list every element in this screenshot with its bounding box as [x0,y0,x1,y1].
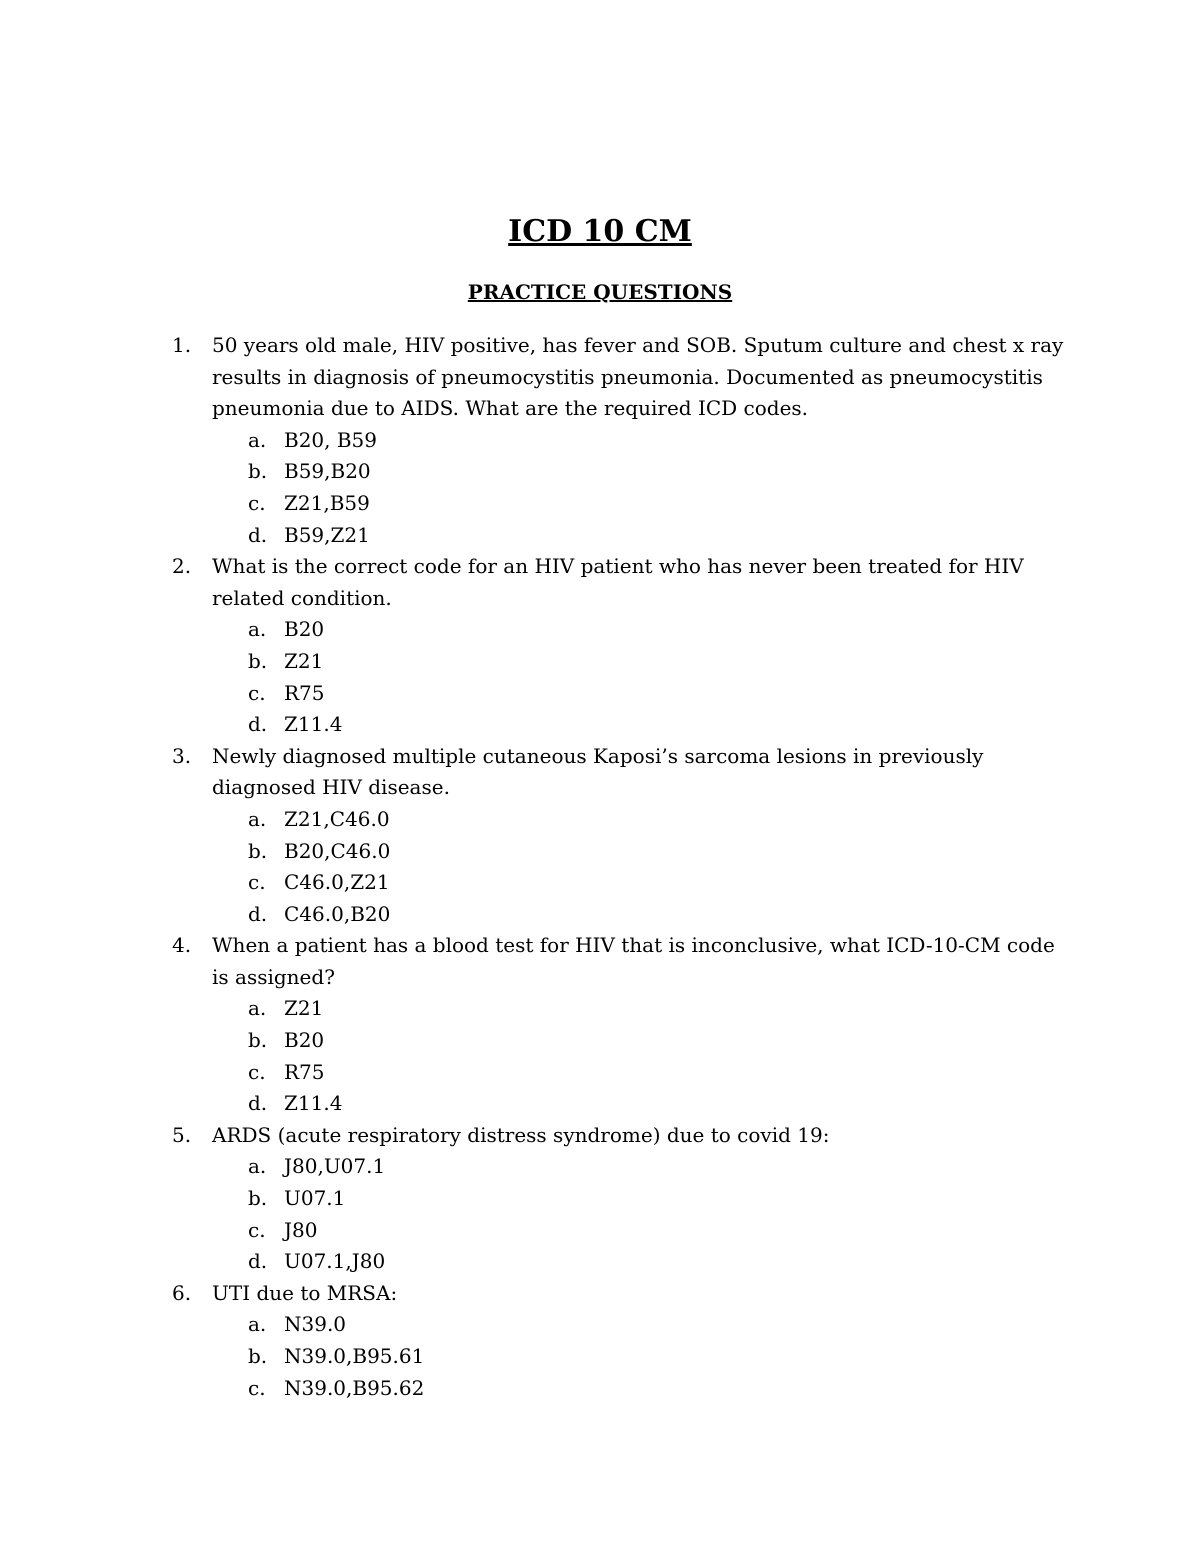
document-subtitle: PRACTICE QUESTIONS [467,280,733,304]
option-list [212,804,1072,930]
answer-option [212,488,1072,520]
option-text: B20, B59 [284,427,378,452]
answer-option [212,709,1072,741]
option-text: B20 [284,617,325,642]
answer-option [212,1151,1072,1183]
option-letter: c. [248,1375,266,1400]
option-letter: c. [248,1059,266,1084]
option-letter: b. [248,1186,268,1211]
option-letter: b. [248,838,268,863]
question-item [0,551,1072,741]
answer-option [212,1057,1072,1089]
answer-option [212,899,1072,931]
question-number: 6. [172,1280,192,1305]
question-item [0,741,1072,931]
option-letter: c. [248,870,266,895]
option-letter: d. [248,522,268,547]
option-letter: c. [248,680,266,705]
option-text: C46.0,B20 [284,901,391,926]
answer-option [212,614,1072,646]
option-text: Z11.4 [284,1091,343,1116]
option-text: Z21,C46.0 [284,806,390,831]
question-text: What is the correct code for an HIV patient who has never been treated for HIV related condition. [212,554,1024,610]
option-letter: b. [248,1028,268,1053]
answer-option [212,425,1072,457]
option-text: J80 [284,1217,318,1242]
option-text: R75 [284,680,325,705]
question-number: 3. [172,743,192,768]
question-item [0,1278,1072,1404]
option-letter: d. [248,1091,268,1116]
answer-option [212,1088,1072,1120]
option-text: U07.1 [284,1186,346,1211]
option-list [212,614,1072,740]
option-letter: d. [248,901,268,926]
answer-option [212,1373,1072,1405]
option-text: B59,B20 [284,459,371,484]
question-item [0,330,1072,551]
answer-option [212,1341,1072,1373]
option-text: Z11.4 [284,712,343,737]
option-letter: b. [248,1344,268,1368]
answer-option [212,520,1072,552]
option-text: Z21 [284,996,324,1021]
answer-option [212,1025,1072,1057]
question-text: 50 years old male, HIV positive, has fever and SOB. Sputum culture and chest x ray results in diagnosis of pneumocystitis pneumonia. Documented as pneumocystitis pneumonia due to AIDS. What are the required ICD codes. [212,333,1064,421]
answer-option [212,836,1072,868]
option-text: N39.0,B95.61 [284,1344,425,1368]
option-letter: b. [248,648,268,673]
option-letter: b. [248,459,268,484]
question-item [0,930,1072,1120]
option-text: Z21,B59 [284,490,370,515]
answer-option [212,1183,1072,1215]
option-list [212,1151,1072,1277]
answer-option [212,804,1072,836]
answer-option [212,1246,1072,1278]
option-text: N39.0 [284,1312,347,1337]
answer-option [212,456,1072,488]
option-letter: a. [248,996,267,1021]
question-number: 2. [172,554,192,579]
option-text: B20,C46.0 [284,838,391,863]
option-text: R75 [284,1059,325,1084]
option-text: N39.0,B95.62 [284,1375,425,1400]
answer-option [212,646,1072,678]
option-letter: c. [248,490,266,515]
question-number: 5. [172,1122,192,1147]
option-text: U07.1,J80 [284,1249,386,1274]
option-list [212,425,1072,551]
option-list [212,1309,1072,1404]
answer-option [212,867,1072,899]
answer-option [212,1215,1072,1247]
option-letter: a. [248,617,267,642]
option-letter: a. [248,1312,267,1337]
question-number: 4. [172,933,192,958]
option-letter: d. [248,712,268,737]
question-item [0,1120,1072,1278]
question-text: Newly diagnosed multiple cutaneous Kaposi’s sarcoma lesions in previously diagnosed HIV disease. [212,743,984,800]
option-list [212,993,1072,1119]
question-list [0,330,1200,1404]
question-text: ARDS (acute respiratory distress syndrome) due to covid 19: [212,1122,830,1147]
option-letter: a. [248,1154,267,1179]
answer-option [212,1309,1072,1341]
option-letter: a. [248,806,267,831]
option-text: Z21 [284,648,324,673]
option-text: C46.0,Z21 [284,870,390,895]
option-letter: d. [248,1249,268,1274]
option-letter: a. [248,427,267,452]
question-text: UTI due to MRSA: [212,1280,398,1305]
option-text: J80,U07.1 [284,1154,386,1179]
question-number: 1. [172,333,192,357]
option-text: B59,Z21 [284,522,370,547]
answer-option [212,993,1072,1025]
document-title: ICD 10 CM [508,214,692,249]
option-letter: c. [248,1217,266,1242]
question-text: When a patient has a blood test for HIV that is inconclusive, what ICD-10-CM code is assigned? [212,933,1055,989]
option-text: B20 [284,1028,325,1053]
answer-option [212,678,1072,710]
